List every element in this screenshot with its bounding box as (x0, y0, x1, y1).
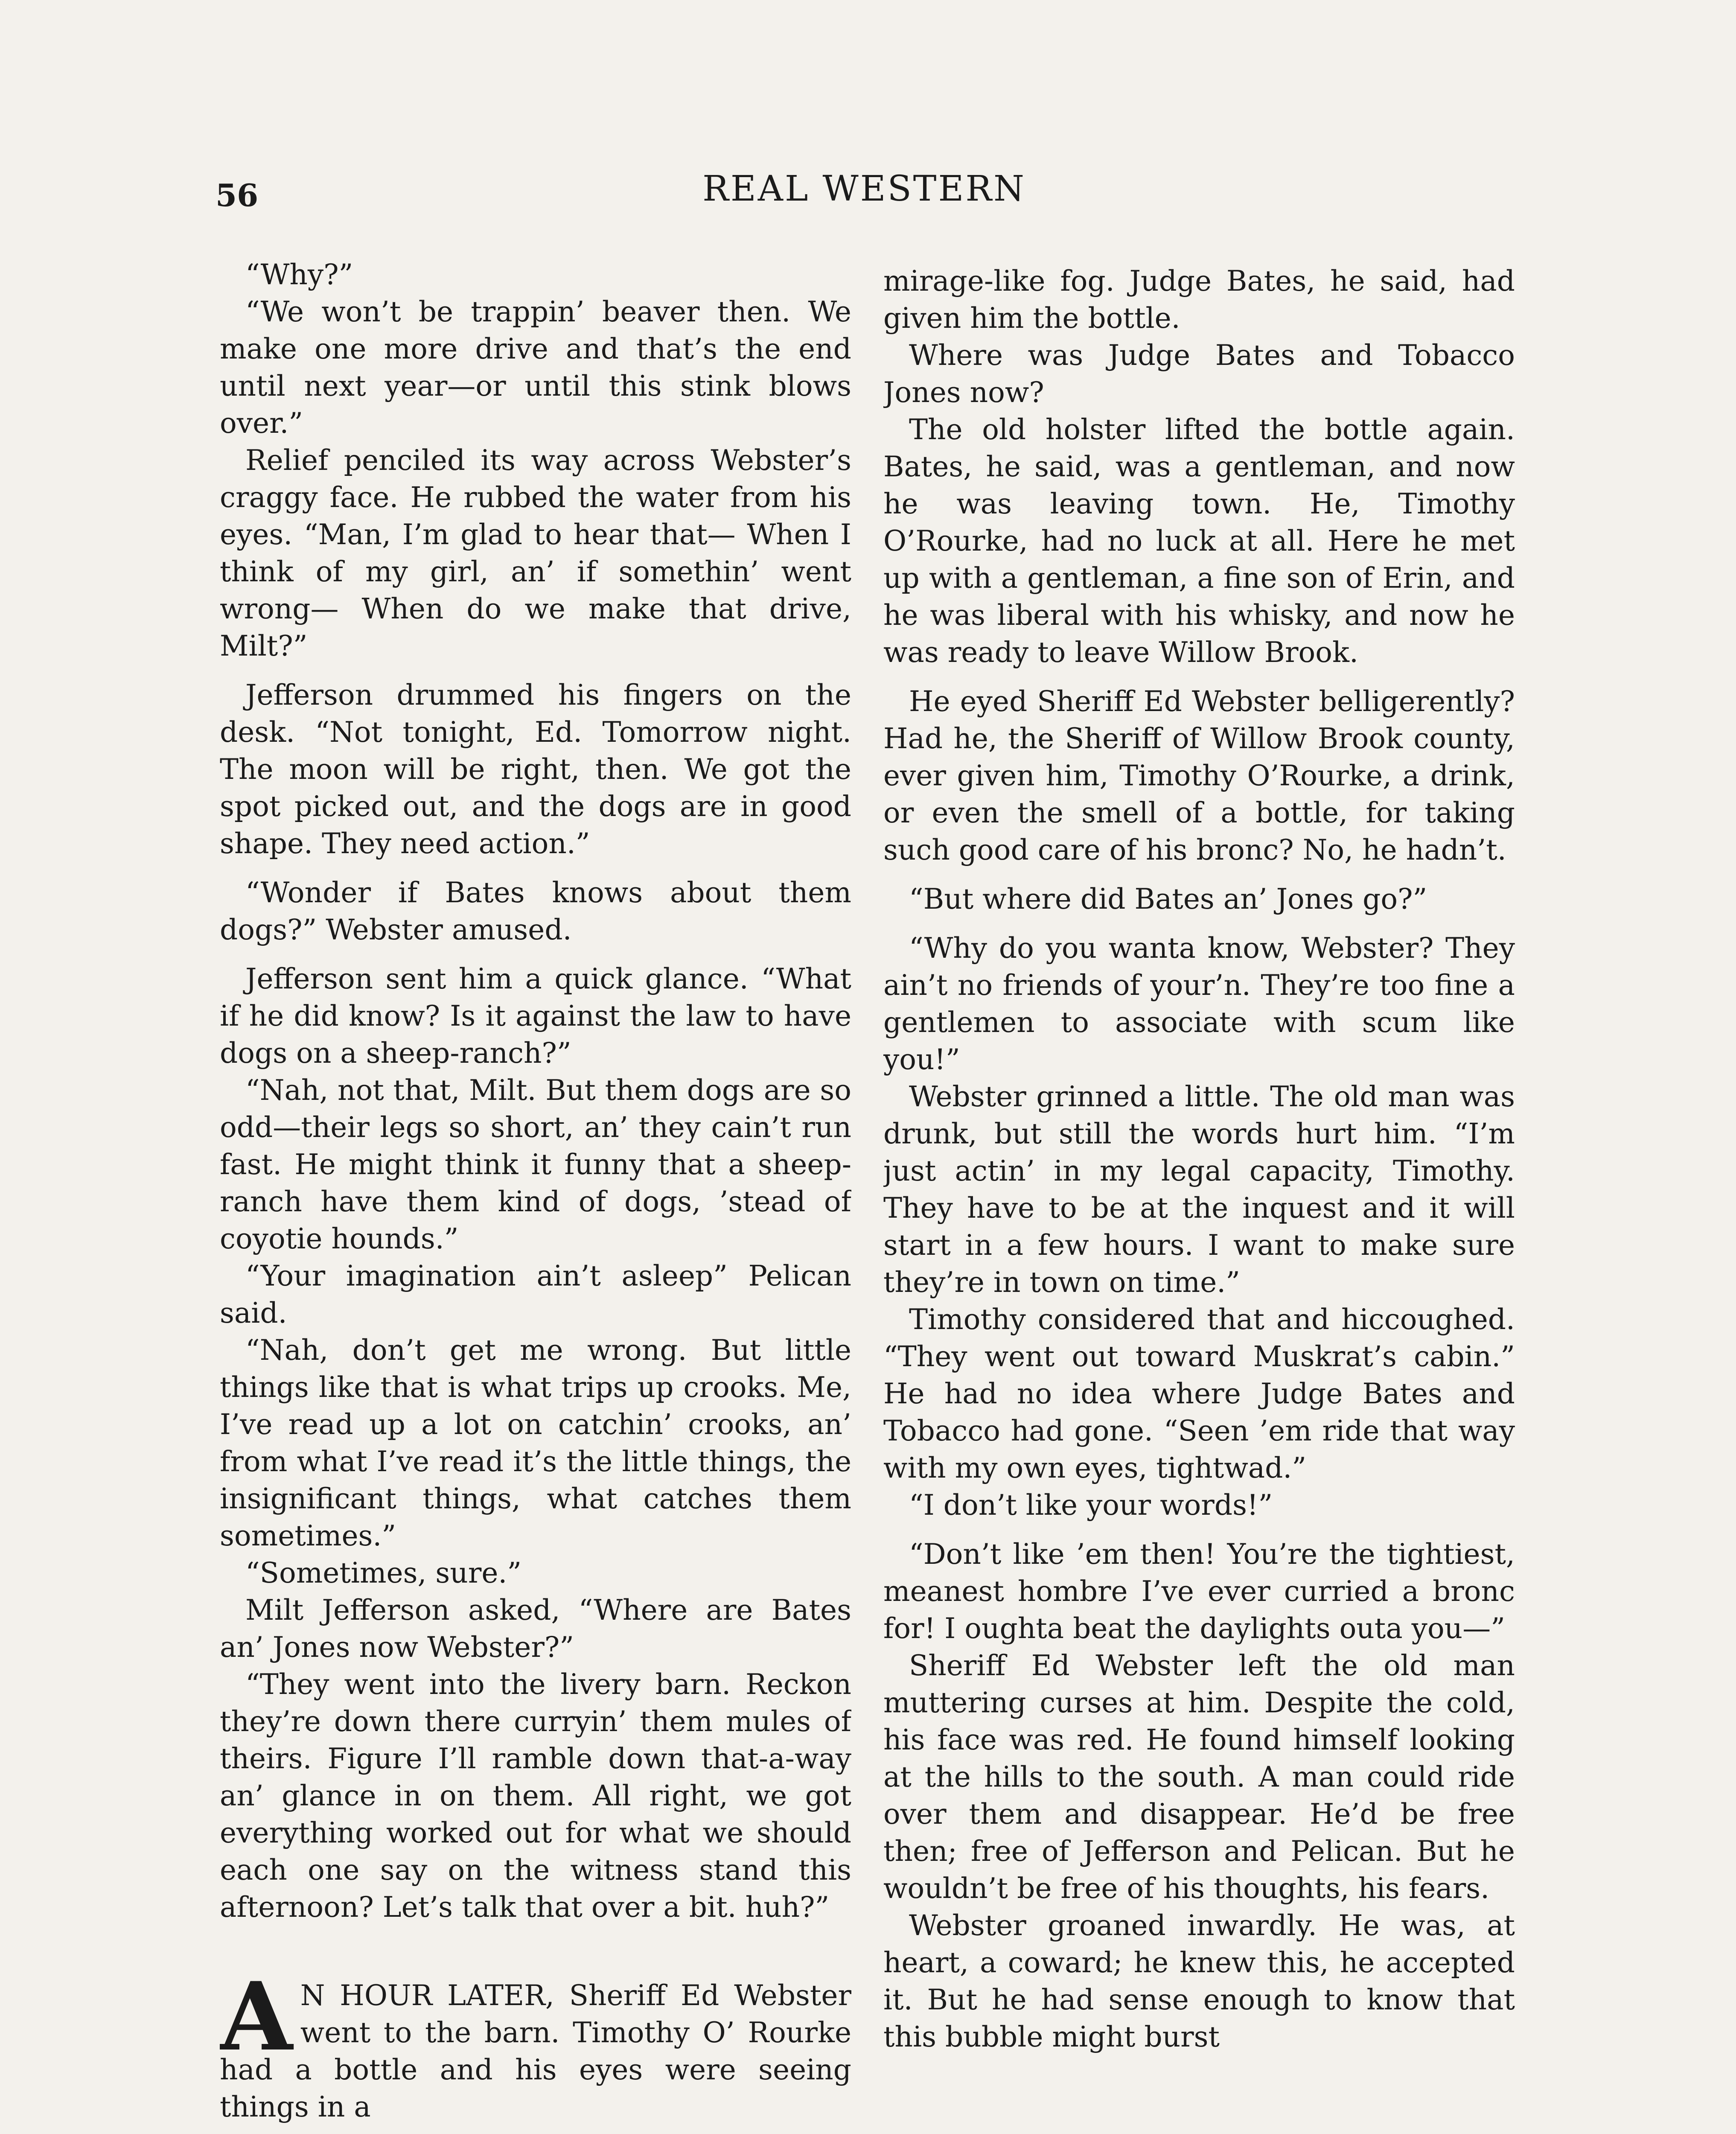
paragraph: “Nah, not that, Milt. But them dogs are so odd—their legs so short, an’ they cain’t run fast. He might think it funny that a sheep-ranch have them kind of dogs, ’stead of coyotie hounds.” (220, 1074, 851, 1255)
paragraph: “Nah, don’t get me wrong. But little things like that is what trips up crooks. Me, I’ve read up a lot on catchin’ crooks, an’ from what I’ve read it’s the little things, the insignificant things, what catches them sometimes.” (220, 1334, 851, 1552)
paragraph-continuation: mirage-like fog. Judge Bates, he said, had given him the bottle. (883, 265, 1515, 335)
section-break-text: Sheriff Ed Webster went to the barn. Timothy O’ Rourke had a bottle and his eyes were seeing things in a (220, 1979, 851, 2123)
page-number: 56 (216, 177, 259, 213)
left-column (220, 256, 851, 2134)
paragraph: Webster grinned a little. The old man was drunk, but still the words hurt him. “I’m just actin’ in my legal capacity, Timothy. They have to be at the inquest and it will start in a few hours. I want to make sure they’re in town on time.” (883, 1080, 1515, 1299)
drop-cap: A (220, 1961, 293, 2072)
paragraph: The old holster lifted the bottle again. Bates, he said, was a gentleman, and now he was leaving town. He, Timothy O’Rourke, had no luck at all. Here he met up with a gentleman, a fine son of Erin, and he was liberal with his whisky, and now he was ready to leave Willow Brook. (883, 413, 1515, 669)
paragraph: Jefferson sent him a quick glance. “What if he did know? Is it against the law to have dogs on a sheep-ranch?” (220, 962, 851, 1070)
right-column (883, 262, 1515, 2134)
paragraph: “They went into the livery barn. Reckon they’re down there curryin’ them mules of theirs. Figure I’ll ramble down that-a-way an’ glance in on them. All right, we got everything worked out for what we should each one say on the witness stand this afternoon? Let’s talk that over a bit. huh?” (220, 1668, 851, 1924)
paragraph: “We won’t be trappin’ beaver then. We make one more drive and that’s the end until next year—or until this stink blows over.” (220, 295, 851, 440)
paragraph: Relief penciled its way across Webster’s craggy face. He rubbed the water from his eyes. “Man, I’m glad to hear that— When I think of my girl, an’ if somethin’ went wrong— When do we make that drive, Milt?” (220, 444, 851, 662)
paragraph: “Why do you wanta know, Webster? They ain’t no friends of your’n. They’re too fine a gentlemen to associate with scum like you!” (883, 932, 1515, 1076)
lead-in: N HOUR LATER, (300, 1979, 554, 2012)
paragraph: “Wonder if Bates knows about them dogs?” Webster amused. (220, 876, 851, 946)
paragraph: Jefferson drummed his fingers on the desk. “Not tonight, Ed. Tomorrow night. The moon will be right, then. We got the spot picked out, and the dogs are in good shape. They need action.” (220, 679, 851, 860)
paragraph: “Don’t like ’em then! You’re the tightiest, meanest hombre I’ve ever curried a bronc for! I oughta beat the daylights outa you—” (883, 1538, 1515, 1645)
paragraph: Sheriff Ed Webster left the old man muttering curses at him. Despite the cold, his face was red. He found himself looking at the hills to the south. A man could ride over them and disappear. He’d be free then; free of Jefferson and Pelican. But he wouldn’t be free of his thoughts, his fears. (883, 1649, 1515, 1905)
paragraph: “Sometimes, sure.” (245, 1557, 522, 1589)
paragraph: Where was Judge Bates and Tobacco Jones now? (883, 339, 1515, 409)
paragraph: He eyed Sheriff Ed Webster belligerently? Had he, the Sheriff of Willow Brook county, ever given him, Timothy O’Rourke, a drink, or even the smell of a bottle, for taking such good care of his bronc? No, he hadn’t. (883, 685, 1515, 866)
paragraph: “Why?” (245, 258, 353, 291)
section-break-paragraph (220, 1961, 851, 2125)
paragraph: Timothy considered that and hiccoughed. “They went out toward Muskrat’s cabin.” He had no idea where Judge Bates and Tobacco had gone. “Seen ’em ride that way with my own eyes, tightwad.” (883, 1303, 1515, 1484)
paragraph: “But where did Bates an’ Jones go?” (909, 883, 1427, 915)
paragraph: “I don’t like your words!” (909, 1489, 1273, 1522)
paragraph: Webster groaned inwardly. He was, at heart, a coward; he knew this, he accepted it. But he had sense enough to know that this bubble might burst (883, 1909, 1515, 2053)
paragraph: Milt Jefferson asked, “Where are Bates an’ Jones now Webster?” (220, 1594, 851, 1664)
page-header (216, 169, 1513, 224)
running-title: REAL WESTERN (702, 169, 1026, 209)
paragraph: “Your imagination ain’t asleep” Pelican said. (220, 1259, 851, 1329)
